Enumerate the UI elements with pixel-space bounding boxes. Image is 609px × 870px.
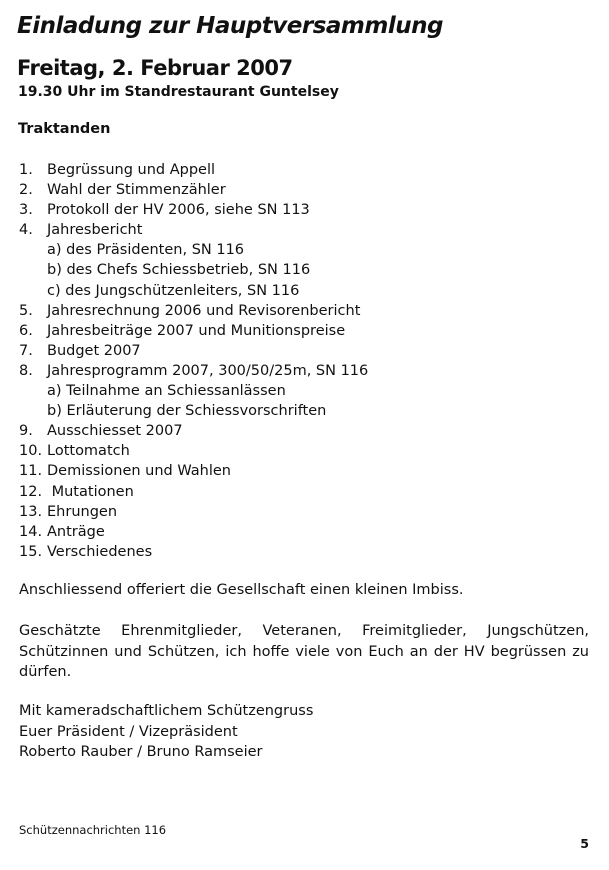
agenda-item-text: Jahresprogramm 2007, 300/50/25m, SN 116: [47, 362, 369, 379]
agenda-item-number: 12.: [19, 483, 43, 500]
agenda-item-text: Begrüssung und Appell: [47, 162, 216, 178]
refreshment-note: Anschliessend offeriert die Gesellschaft einen kleinen Imbiss.: [19, 582, 464, 598]
closing-salutation: Mit kameradschaftlichem Schützengruss: [19, 703, 314, 719]
publication-footer: Schützennachrichten 116: [19, 823, 167, 837]
agenda-item: [19, 482, 368, 502]
agenda-item-text: Jahresbericht: [47, 222, 143, 239]
agenda-title: Traktanden: [18, 121, 111, 137]
agenda-item-text: b) des Chefs Schiessbetrieb, SN 116: [47, 262, 311, 279]
agenda-item-text: Lottomatch: [47, 443, 130, 460]
agenda-item-text: a) Teilnahme an Schiessanlässen: [47, 383, 286, 400]
agenda-item: [19, 421, 368, 441]
agenda-item: [19, 200, 368, 220]
agenda-item-text: a) des Präsidenten, SN 116: [47, 242, 245, 259]
agenda-item-number: 11.: [19, 463, 43, 480]
agenda-item-text: Mutationen: [47, 483, 134, 500]
agenda-subitem: [19, 240, 368, 260]
agenda-item-number: 4.: [19, 222, 33, 239]
agenda-item-number: 9.: [19, 423, 33, 440]
agenda-item-text: Jahresbeiträge 2007 und Munitionspreise: [47, 322, 346, 339]
agenda-subitem: [19, 381, 368, 401]
agenda-subitem: [19, 281, 368, 301]
agenda-item: [19, 321, 368, 341]
agenda-item-text: Anträge: [47, 523, 105, 540]
greeting-paragraph: Geschätzte Ehrenmitglieder, Veteranen, Freimitglieder, Jungschützen, Schützinnen und Schützen, ich hoffe viele von Euch an der HV begrüssen zu dürfen.: [19, 623, 589, 680]
closing-signature: [19, 701, 313, 763]
agenda-item-text: Ehrungen: [47, 503, 118, 520]
agenda-item: [19, 522, 368, 542]
meeting-time-place: 19.30 Uhr im Standrestaurant Guntelsey: [18, 84, 339, 100]
agenda-item-number: 2.: [19, 182, 33, 199]
agenda-item-text: Protokoll der HV 2006, siehe SN 113: [47, 202, 310, 219]
invitation-heading: Einladung zur Hauptversammlung: [17, 13, 443, 39]
agenda-item-number: 14.: [19, 523, 43, 540]
agenda-item: [19, 542, 368, 562]
agenda-item-text: b) Erläuterung der Schiessvorschriften: [47, 403, 327, 420]
agenda-item: [19, 160, 368, 180]
agenda-item-number: 13.: [19, 503, 43, 520]
agenda-item-text: Demissionen und Wahlen: [47, 463, 231, 480]
agenda-item-number: 8.: [19, 362, 33, 379]
agenda-subitem: [19, 401, 368, 421]
agenda-item-text: Jahresrechnung 2006 und Revisorenbericht: [47, 302, 361, 319]
agenda-item-text: Budget 2007: [47, 342, 141, 359]
agenda-item: [19, 461, 368, 481]
agenda-item-text: Verschiedenes: [47, 543, 153, 560]
agenda-item: [19, 180, 368, 200]
agenda-item: [19, 441, 368, 461]
agenda-item-number: 6.: [19, 322, 33, 339]
agenda-item-text: Ausschiesset 2007: [47, 423, 183, 440]
agenda-item: [19, 220, 368, 240]
agenda-item: [19, 361, 368, 381]
meeting-date: Freitag, 2. Februar 2007: [17, 56, 293, 80]
agenda-item-number: 15.: [19, 543, 43, 560]
page-number: 5: [580, 836, 589, 851]
agenda-item-text: c) des Jungschützenleiters, SN 116: [47, 282, 300, 299]
agenda-item: [19, 301, 368, 321]
agenda-item-text: Wahl der Stimmenzähler: [47, 182, 226, 199]
agenda-item-number: 1.: [19, 162, 33, 178]
agenda-list: [19, 160, 368, 562]
closing-roles: Euer Präsident / Vizepräsident: [19, 723, 238, 740]
agenda-item-number: 5.: [19, 302, 33, 319]
agenda-item-number: 3.: [19, 202, 33, 219]
agenda-subitem: [19, 260, 368, 280]
closing-names: Roberto Rauber / Bruno Ramseier: [19, 744, 263, 760]
agenda-item: [19, 341, 368, 361]
agenda-item: [19, 502, 368, 522]
agenda-item-number: 10.: [19, 443, 43, 460]
agenda-item-number: 7.: [19, 342, 33, 359]
